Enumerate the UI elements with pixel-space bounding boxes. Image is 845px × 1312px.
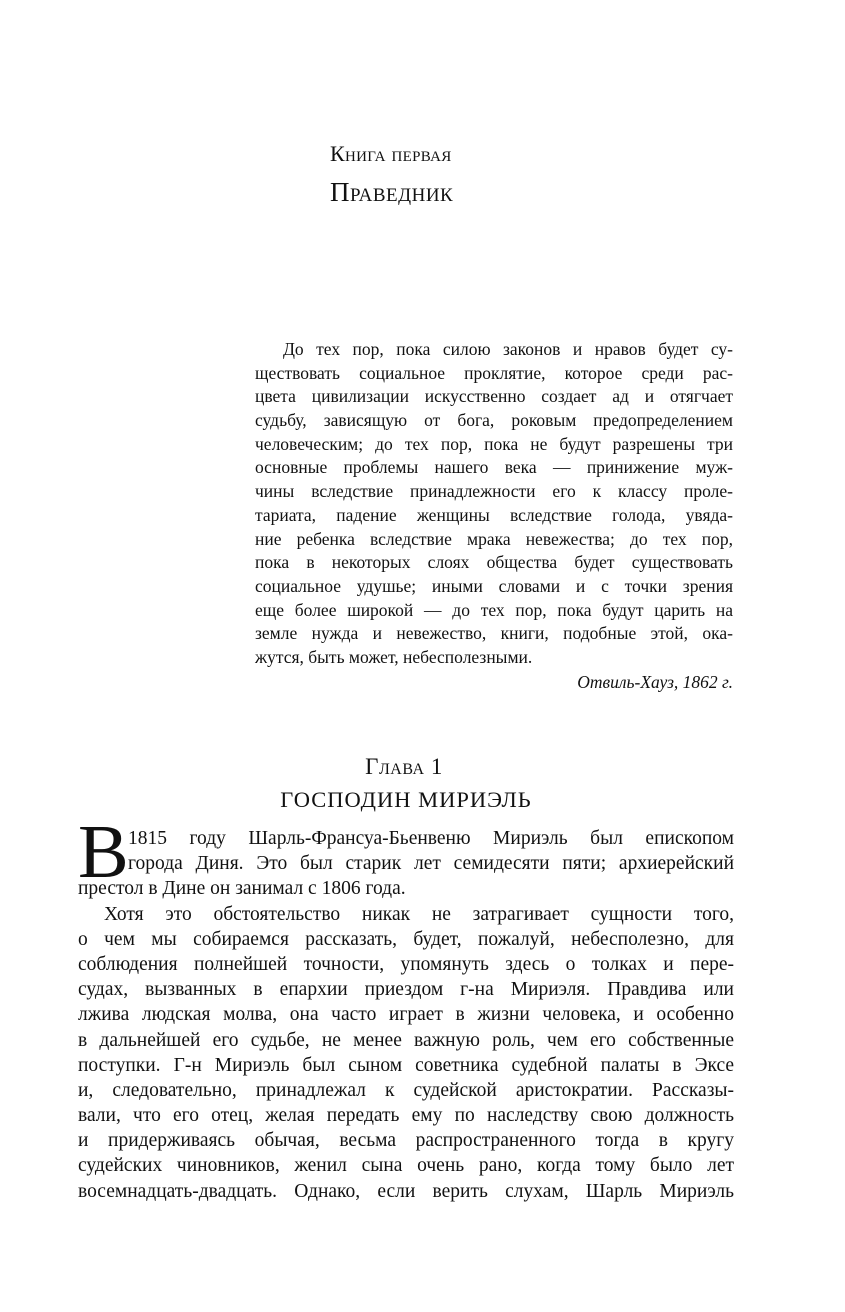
epigraph-line: земле нужда и невежество, книги, подобные этой, ока- [255,623,733,644]
text-line: восемнадцать-двадцать. Однако, если верить слухам, Шарль Мириэль [78,1180,734,1202]
chapter-heading [78,752,734,815]
epigraph-line: основные проблемы нашего века — принижение муж- [255,457,733,478]
drop-cap: В [78,810,129,894]
text-line: и, следовательно, принадлежал к судейской аристократии. Рассказы- [78,1079,734,1101]
epigraph-line: еще более широкой — до тех пор, пока будут царить на [255,599,733,620]
book-label: Книга первая [330,141,452,166]
chapter-number: Глава 1 [365,754,443,779]
epigraph-line: судьбу, зависящую от бога, роковым предопределением [255,410,733,431]
epigraph-line: ние ребенка вследствие мрака невежества; до тех пор, [255,528,733,549]
text-line: поступки. Г-н Мириэль был сыном советника судебной палаты в Эксе [78,1054,734,1076]
text-line: вали, что его отец, желая передать ему по наследству свою должность [78,1105,734,1127]
text-line: о чем мы собираемся рассказать, будет, пожалуй, небесполезно, для [78,928,734,950]
chapter-body [78,810,734,1204]
epigraph-line: жутся, быть может, небесполезными. [255,646,533,667]
text-line: города Диня. Это был старик лет семидесяти пяти; архиерейский [128,853,734,875]
epigraph [255,338,733,694]
text-line: судах, вызванных в епархии приездом г-на Мириэля. Правдива или [78,979,734,1001]
epigraph-line: пока в некоторых слоях общества будет существовать [255,552,733,573]
text-line: и придерживаясь обычая, весьма распространенного тогда в кругу [78,1130,734,1152]
epigraph-line: социальное удушье; иными словами и с точки зрения [255,575,733,596]
text-line: соблюдения полнейшей точности, упомянуть здесь о толках и пере- [78,953,734,975]
epigraph-line: цвета цивилизации искусственно создает ад и отягчает [255,386,733,407]
epigraph-signature: Отвиль-Хауз, 1862 г. [577,671,733,692]
epigraph-line: ществовать социальное проклятие, которое среди рас- [255,362,733,383]
text-line: лжива людская молва, она часто играет в жизни человека, и особенно [78,1004,734,1026]
text-line: судейских чиновников, женил сына очень рано, когда тому было лет [78,1155,734,1177]
epigraph-line: человеческим; до тех пор, пока не будут разрешены три [255,433,733,454]
text-line: 1815 году Шарль-Франсуа-Бьенвеню Мириэль был епископом [128,828,734,849]
chapter-title: ГОСПОДИН МИРИЭЛЬ [280,787,532,812]
text-line: Хотя это обстоятельство никак не затрагивает сущности того, [104,903,734,925]
book-heading [330,140,730,208]
epigraph-line: До тех пор, пока силою законов и нравов будет су- [283,339,733,359]
text-line: престол в Дине он занимал с 1806 года. [78,878,406,900]
book-title: Праведник [330,177,454,207]
epigraph-line: тариата, падение женщины вследствие голода, увяда- [255,504,733,525]
epigraph-line: чины вследствие принадлежности его к классу проле- [255,481,733,502]
text-line: в дальнейшей его судьбе, не менее важную роль, чем его собственные [78,1029,734,1051]
